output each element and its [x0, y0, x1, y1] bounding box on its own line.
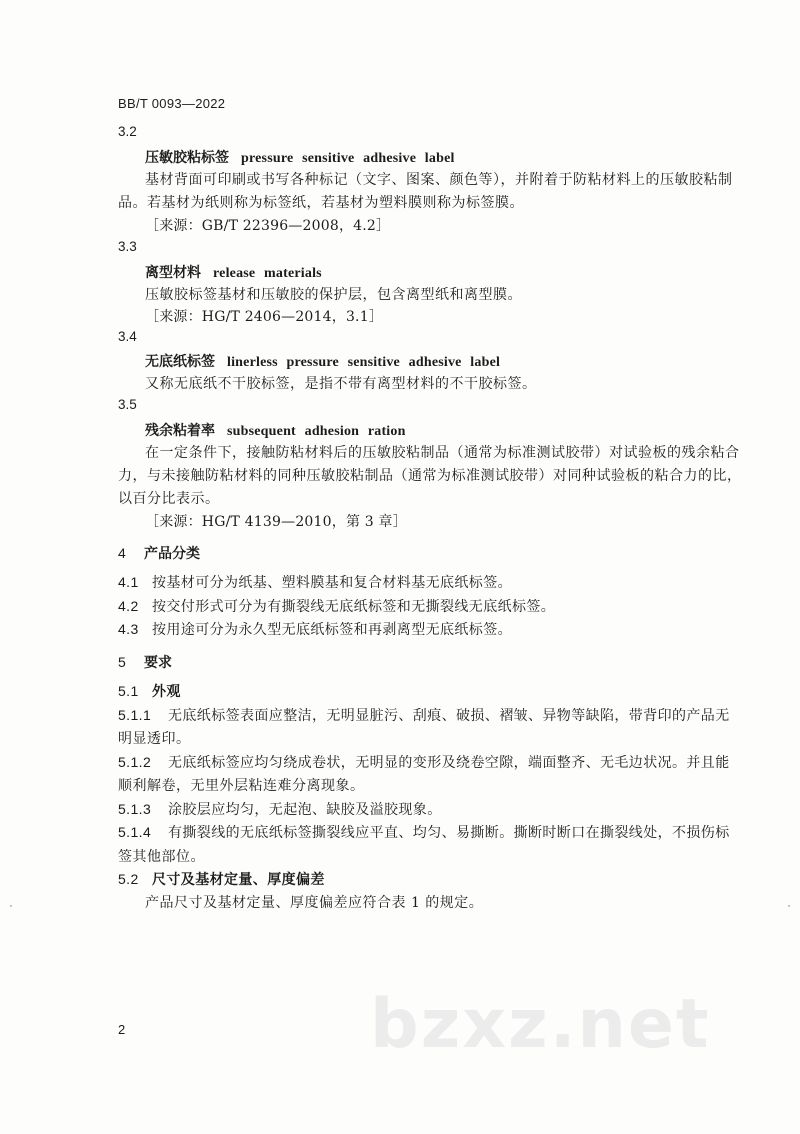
subsection-title: 外观: [152, 684, 181, 700]
term-en: release materials: [213, 266, 322, 281]
clause-text: 有撕裂线的无底纸标签撕裂线应平直、均匀、易撕断。撕断时断口在撕裂线处，不损伤标: [168, 825, 730, 841]
clause-number: 4.2: [118, 598, 139, 614]
subsection-title: 尺寸及基材定量、厚度偏差: [152, 872, 325, 888]
subsection-heading: [118, 681, 181, 701]
section-heading: [118, 652, 172, 672]
clause: [118, 619, 512, 639]
clause: [118, 572, 512, 592]
section-heading: [118, 543, 200, 563]
definition-line: 基材背面可印刷或书写各种标记（文字、图案、颜色等），并附着于防粘材料上的压敏胶粘制: [145, 172, 733, 188]
clause-text: 无底纸标签表面应整洁，无明显脏污、刮痕、破损、褶皱、异物等缺陷，带背印的产品无: [168, 708, 730, 724]
definition-line: 力，与未接触防粘材料的同种压敏胶粘制品（通常为标准测试胶带）对同种试验板的粘合力的比，: [118, 468, 742, 484]
term-number: 3.3: [118, 239, 137, 254]
definition-line: 品。若基材为纸则称为标签纸，若基材为塑料膜则称为标签膜。: [118, 195, 524, 211]
term-cn: 无底纸标签: [145, 354, 215, 370]
term-heading: [145, 147, 455, 167]
subsection-number: 5.1: [118, 683, 139, 699]
source-citation: ［来源：GB/T 22396—2008，4.2］: [145, 218, 391, 234]
term-en: subsequent adhesion ration: [227, 424, 406, 439]
term-number: 3.2: [118, 124, 137, 139]
definition-line: 压敏胶标签基材和压敏胶的保护层，包含离型纸和离型膜。: [145, 287, 522, 303]
clause-text: 无底纸标签应均匀绕成卷状，无明显的变形及绕卷空隙，端面整齐、无毛边状况。并且能: [168, 755, 730, 771]
clause-text: 按用途可分为永久型无底纸标签和再剥离型无底纸标签。: [152, 622, 512, 638]
term-heading: [145, 420, 406, 440]
clause: [118, 822, 730, 842]
section-title: 要求: [144, 655, 172, 671]
clause-text: 按基材可分为纸基、塑料膜基和复合材料基无底纸标签。: [152, 575, 512, 591]
section-title: 产品分类: [144, 546, 200, 562]
clause-text: 产品尺寸及基材定量、厚度偏差应符合表 1 的规定。: [145, 895, 484, 911]
term-heading: [145, 351, 500, 371]
clause-continuation: 签其他部位。: [118, 849, 205, 865]
clause-continuation: 明显透印。: [118, 731, 191, 747]
scan-speck: [788, 905, 790, 907]
page-number: 2: [118, 1022, 126, 1037]
standard-code: BB/T 0093—2022: [118, 96, 226, 111]
clause-number: 5.1.2: [118, 754, 152, 770]
scan-speck: [10, 905, 12, 907]
clause-continuation: 顺利解卷，无里外层粘连难分离现象。: [118, 778, 365, 794]
section-number: 5: [118, 654, 126, 670]
clause-number: 4.1: [118, 574, 139, 590]
term-cn: 压敏胶粘标签: [145, 150, 229, 166]
term-number: 3.4: [118, 329, 137, 344]
clause-text: 按交付形式可分为有撕裂线无底纸标签和无撕裂线无底纸标签。: [152, 599, 556, 615]
term-en: pressure sensitive adhesive label: [241, 151, 455, 166]
clause-number: 5.1.1: [118, 707, 152, 723]
term-number: 3.5: [118, 397, 137, 412]
clause-number: 4.3: [118, 621, 139, 637]
clause-number: 5.1.3: [118, 801, 152, 817]
clause: [118, 799, 442, 819]
term-heading: [145, 262, 322, 282]
term-cn: 残余粘着率: [145, 423, 215, 439]
term-cn: 离型材料: [145, 265, 201, 281]
subsection-number: 5.2: [118, 871, 139, 887]
clause-number: 5.1.4: [118, 824, 152, 840]
clause: [118, 752, 730, 772]
clause-text: 涂胶层应均匀，无起泡、缺胶及溢胶现象。: [168, 802, 442, 818]
definition-line: 又称无底纸不干胶标签，是指不带有离型材料的不干胶标签。: [145, 376, 537, 392]
term-en: linerless pressure sensitive adhesive label: [227, 355, 501, 370]
source-citation: ［来源：HG/T 2406—2014，3.1］: [145, 309, 384, 325]
clause: [118, 596, 555, 616]
definition-line: 以百分比表示。: [118, 491, 220, 507]
source-citation: ［来源：HG/T 4139—2010，第 3 章］: [145, 514, 407, 530]
watermark: bzxz.net: [370, 985, 711, 1064]
section-number: 4: [118, 545, 126, 561]
clause: [118, 705, 730, 725]
definition-line: 在一定条件下，接触防粘材料后的压敏胶粘制品（通常为标准测试胶带）对试验板的残余粘合: [145, 445, 740, 461]
subsection-heading: [118, 869, 325, 889]
